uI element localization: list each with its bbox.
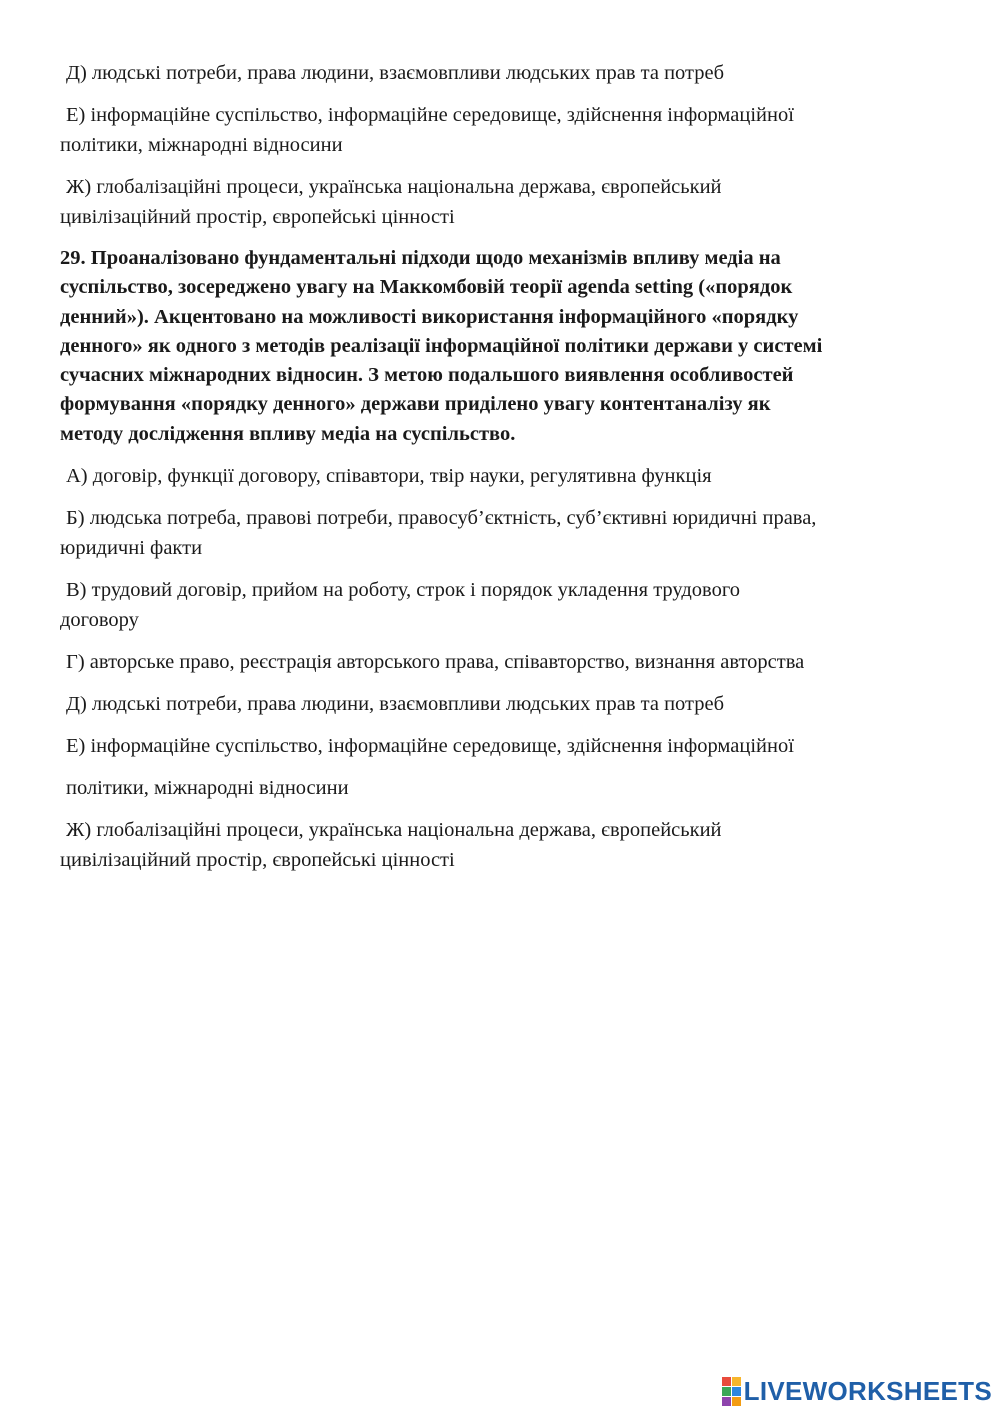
answer-option	[60, 461, 945, 491]
logo-square	[722, 1397, 731, 1406]
logo-square	[732, 1377, 741, 1386]
option-text-line: цивілізаційний простір, європейські цінності	[60, 849, 455, 872]
answer-option	[60, 689, 945, 719]
answer-option	[60, 100, 945, 160]
option-text-line: Д) людські потреби, права людини, взаємовпливи людських прав та потреб	[66, 693, 725, 716]
question-text-line: формування «порядку денного» держави приділено увагу контентаналізу як	[60, 393, 771, 416]
option-text-line: політики, міжнародні відносини	[66, 777, 349, 800]
option-text-line: Ж) глобалізаційні процеси, українська національна держава, європейський	[66, 819, 722, 842]
question-text-line: методу дослідження впливу медіа на суспільство.	[60, 422, 516, 445]
option-text-line: Г) авторське право, реєстрація авторського права, співавторство, визнання авторства	[66, 651, 805, 674]
question-29	[60, 244, 945, 449]
answer-option	[60, 815, 945, 875]
previous-question-options	[60, 58, 945, 232]
option-text-line: політики, міжнародні відносини	[60, 134, 343, 156]
liveworksheets-logo	[722, 1375, 992, 1407]
answer-option	[60, 773, 945, 803]
option-text-line: Е) інформаційне суспільство, інформаційне середовище, здійснення інформаційної	[66, 735, 794, 758]
answer-option	[60, 172, 945, 232]
liveworksheets-logo-icon	[722, 1377, 741, 1406]
question-text-line: 29. Проаналізовано фундаментальні підходи щодо механізмів впливу медіа на	[60, 247, 781, 269]
answer-option	[60, 731, 945, 761]
option-text-line: Б) людська потреба, правові потреби, правосуб’єктність, суб’єктивні юридичні права,	[66, 507, 817, 530]
option-text-line: Д) людські потреби, права людини, взаємовпливи людських прав та потреб	[66, 62, 725, 84]
document-page	[60, 58, 945, 887]
question-text-line: суспільство, зосереджено увагу на Маккомбовій теорії agenda setting («порядок	[60, 276, 793, 299]
question-text-line: денного» як одного з методів реалізації інформаційної політики держави у системі	[60, 334, 823, 357]
question-text-line: денний»). Акцентовано на можливості використання інформаційного «порядку	[60, 305, 799, 328]
answer-option	[60, 58, 945, 88]
logo-text: LIVEWORKSHEETS	[743, 1375, 992, 1406]
option-text-line: договору	[60, 609, 139, 632]
question-text-line: сучасних міжнародних відносин. З метою подальшого виявлення особливостей	[60, 364, 794, 387]
option-text-line: А) договір, функції договору, співавтори, твір науки, регулятивна функція	[66, 465, 712, 488]
option-text-line: Ж) глобалізаційні процеси, українська національна держава, європейський	[66, 176, 722, 198]
answer-option	[60, 503, 945, 563]
logo-square	[732, 1397, 741, 1406]
option-text-line: В) трудовий договір, прийом на роботу, строк і порядок укладення трудового	[66, 579, 740, 602]
logo-square	[722, 1387, 731, 1396]
question-29-options	[60, 461, 945, 875]
answer-option	[60, 575, 945, 635]
logo-square	[722, 1377, 731, 1386]
answer-option	[60, 647, 945, 677]
option-text-line: юридичні факти	[60, 537, 203, 560]
logo-square	[732, 1387, 741, 1396]
option-text-line: цивілізаційний простір, європейські цінності	[60, 206, 455, 228]
option-text-line: Е) інформаційне суспільство, інформаційне середовище, здійснення інформаційної	[66, 104, 794, 126]
